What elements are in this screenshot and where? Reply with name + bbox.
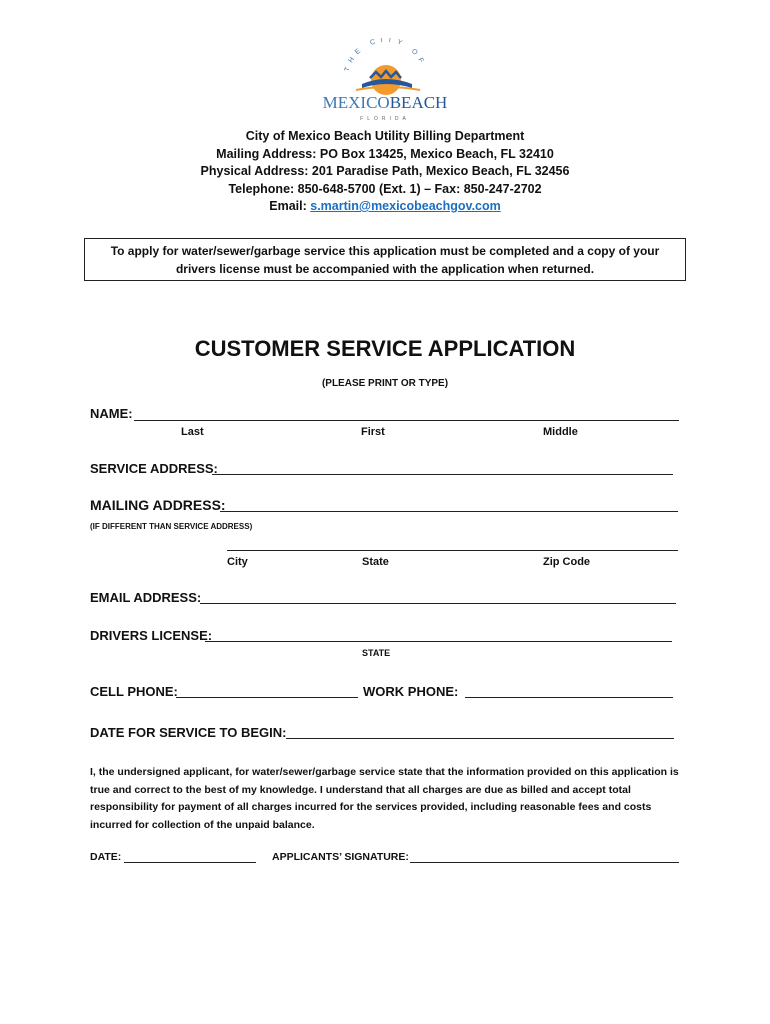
mailing-address-label: MAILING ADDRESS: [90,497,226,513]
work-phone-label: WORK PHONE: [363,684,459,699]
cell-phone-input-line[interactable] [176,697,358,698]
page-subtitle: (PLEASE PRINT OR TYPE) [321,378,449,389]
email-label: Email: [269,199,307,213]
mailing-address: Mailing Address: PO Box 13425, Mexico Beach, FL 32410 [216,146,554,161]
drivers-license-input-line[interactable] [205,641,672,642]
logo-arc-text: THE CITY OF [343,38,427,73]
email-line [0,198,770,216]
telephone-fax: Telephone: 850-648-5700 (Ext. 1) – Fax: 850-247-2702 [228,181,542,196]
service-date-input-line[interactable] [286,738,674,739]
service-date-label: DATE FOR SERVICE TO BEGIN: [90,725,287,740]
mailing-address-note: (IF DIFFERENT THAN SERVICE ADDRESS) [90,522,253,531]
date-input-line[interactable] [124,862,256,863]
notice-line-2: drivers license must be accompanied with the application when returned. [175,262,595,276]
name-middle-caption: Middle [543,426,578,438]
name-last-caption: Last [181,426,204,438]
mailing-address-input-line[interactable] [220,511,678,512]
notice-box [84,238,686,281]
department-name: City of Mexico Beach Utility Billing Department [245,129,525,143]
mexico-beach-logo-graphic [300,38,470,124]
declaration-text: I, the undersigned applicant, for water/sewer/garbage service state that the information provided on this application is true and correct to the best of my knowledge. I understand that all charges are due as billed and accept total responsibility for payment of all charges incurred for the services provided, including reasonable fees and costs incurred for collection of the unpaid balance. [90,766,679,831]
city-logo [300,38,470,124]
email-link[interactable]: s.martin@mexicobeachgov.com [310,199,501,213]
license-state-caption: STATE [362,648,391,658]
state-caption: State [362,556,389,568]
cell-phone-label: CELL PHONE: [90,684,178,699]
zip-caption: Zip Code [543,556,591,568]
name-label: NAME: [90,406,133,421]
physical-address: Physical Address: 201 Paradise Path, Mexico Beach, FL 32456 [200,164,570,178]
city-state-zip-input-line[interactable] [227,550,678,551]
service-address-input-line[interactable] [212,474,673,475]
signature-input-line[interactable] [410,862,679,863]
drivers-license-label: DRIVERS LICENSE: [90,628,213,643]
service-address-label: SERVICE ADDRESS: [90,461,218,476]
city-caption: City [227,556,248,568]
logo-name: MEXICOBEACH [322,93,448,112]
name-input-line[interactable] [134,420,679,421]
notice-line-1: To apply for water/sewer/garbage service this application must be completed and a copy of your [110,244,660,258]
signature-label: APPLICANTS’ SIGNATURE: [272,851,409,863]
work-phone-input-line[interactable] [465,697,673,698]
email-address-input-line[interactable] [200,603,676,604]
logo-state: FLORIDA [360,116,410,122]
date-label: DATE: [90,851,122,863]
name-first-caption: First [361,426,385,438]
department-header [0,128,770,216]
email-address-label: EMAIL ADDRESS: [90,590,202,605]
page-title: CUSTOMER SERVICE APPLICATION [194,336,576,361]
